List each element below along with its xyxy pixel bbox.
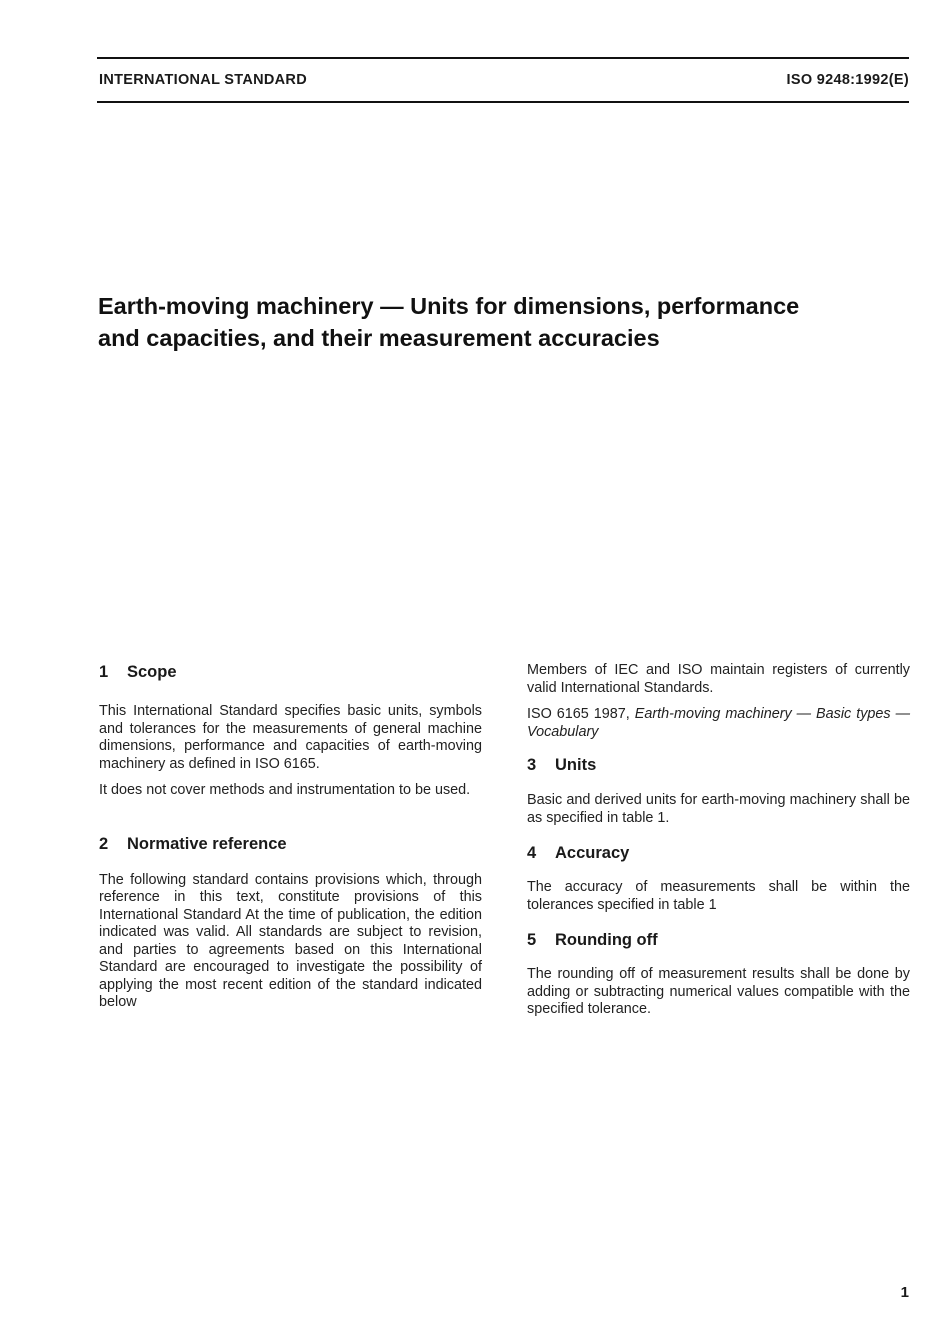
section-title: Scope [127, 663, 177, 681]
section-number: 5 [527, 931, 537, 949]
normative-reference-entry [527, 706, 910, 741]
section-number: 3 [527, 756, 537, 774]
accuracy-paragraph: The accuracy of measurements shall be within the tolerances specified in table 1 [527, 879, 910, 913]
normative-paragraph: The following standard contains provisions which, through reference in this text, constitute provisions of this International Standard At the time of publication, the edition indicated was valid. All standards are subject to revision, and parties to agreements based on this International Standard are encouraged to investigate the possibility of applying the most recent edition of the standard indicated below [99, 871, 482, 1010]
section-title: Rounding off [555, 931, 658, 949]
section-title: Normative reference [127, 834, 287, 853]
document-title [98, 290, 898, 354]
section-number: 2 [99, 834, 109, 853]
header-bottom-rule [97, 101, 909, 103]
rounding-paragraph: The rounding off of measurement results shall be done by adding or subtracting numerical values compatible with the specified tolerance. [527, 966, 910, 1017]
standard-number: ISO 9248:1992(E) [786, 72, 909, 88]
section-rounding-heading [527, 930, 910, 950]
section-number: 1 [99, 663, 109, 681]
section-title: Accuracy [555, 844, 630, 862]
header-top-rule [97, 57, 909, 59]
scope-paragraph-1: This International Standard specifies basic units, symbols and tolerances for the measurements of general machine dimensions, performance and capacities of earth-moving machinery as defined in ISO 6165. [99, 703, 482, 772]
section-scope-heading [99, 662, 482, 682]
units-paragraph: Basic and derived units for earth-moving machinery shall be as specified in table 1. [527, 792, 910, 826]
right-column [527, 662, 910, 1019]
page-number: 1 [900, 1284, 909, 1301]
normative-registers-paragraph: Members of IEC and ISO maintain registers of currently valid International Standards. [527, 662, 910, 696]
scope-paragraph-2: It does not cover methods and instrumentation to be used. [99, 782, 471, 798]
title-line-2: and capacities, and their measurement accuracies [98, 325, 660, 351]
section-units-heading [527, 755, 910, 775]
section-number: 4 [527, 844, 537, 862]
title-line-1: Earth-moving machinery — Units for dimensions, performance [98, 293, 800, 319]
left-column [99, 662, 482, 1012]
document-type-label: INTERNATIONAL STANDARD [99, 72, 307, 88]
reference-code: ISO 6165 1987, [527, 706, 630, 722]
section-normative-heading [99, 834, 482, 854]
reference-title: Earth-moving machinery — Basic types — Vocabulary [527, 706, 910, 740]
section-title: Units [555, 756, 597, 774]
section-accuracy-heading [527, 843, 910, 863]
